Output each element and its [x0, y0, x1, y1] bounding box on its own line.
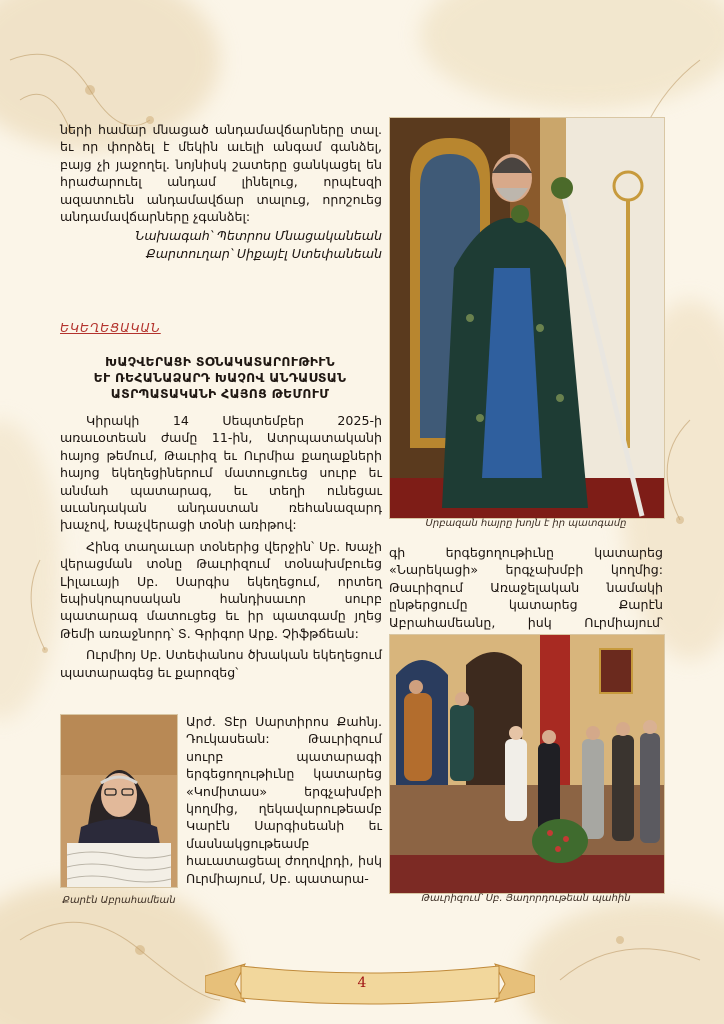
woman-photo-caption: Քարէն Աբրահամեան	[62, 895, 176, 906]
woman-illustration	[61, 715, 177, 887]
article-body-narrow	[186, 713, 382, 887]
article-paragraph: Կիրակի 14 Սեպտեմբեր 2025-ի առաւօտեան ժամը 11-ին, Ատրպատականի հայոց թեմում, Թաւրիզ եւ Ուրմիա քաղաքների հայոց եկեղեցիներում մատուցուեց սուրբ եւ անմահ պատարագ, եւ տեղի ունեցաւ աւանդական անդաստան ռեհանազարդ խաչով, Խաչվերացի տօնի առիթով:	[60, 413, 382, 533]
signature-secretary: Քարտուղար՝ Սիքայէլ Ստեփանեան	[146, 245, 382, 261]
article-paragraph: գի երգեցողութիւնը կատարեց «Նարեկացի» երգչախմբի կողմից: Թաւրիզում Առաջելական նամակի ընթերցումը կատարեց Քարէն Աբրահամեանը, իսկ Ուրմիայում՝	[389, 545, 663, 630]
intro-paragraph: ների համար մնացած անդամավճարները տալ. եւ որ փորձել է մեկին աւելի անգամ գանձել, բայց չի յաջողել. նոյնիսկ շատերը ցանկացել են հրաժարուել անդամ լինելուց, որպէսզի ազատուեն անդամավճար տալուց, որոշուեց անդամավճարները չգանձել:	[60, 122, 382, 225]
headline-line: ԵՒ ՌԵՀԱՆԱՁԱՐԴ ԽԱՉՈՎ ԱՆԴԱՍՏԱՆ	[93, 370, 347, 385]
section-label: ԵԿԵՂԵՑԱԿԱՆ	[60, 320, 161, 335]
intro-text	[60, 121, 382, 262]
priest-photo-caption: Սրբազան հայրը խոյն է իր պատգամը	[425, 518, 627, 529]
priest-illustration	[390, 118, 664, 518]
church-photo-caption: Թաւրիզում՝ Սբ. Յաղորդութեան պահին	[421, 893, 631, 904]
article-paragraph: Արժ. Տէր Սարտիրոս Քահնյ. Դուկասեան: Թաւրիզում սուրբ պատարագի երգեցողութիւնը կատարեց «Կոմիտաս» երգչախմբի կողմից, ղեկավարութեամբ Կարէն Սարգիսեանի եւ մասնակցութեամբ հաւատացեալ ժողովրդի, իսկ Ուրմիայում, Սբ. պատարա-	[186, 714, 382, 886]
woman-photo	[60, 714, 178, 888]
article-paragraph: Հինգ տաղաւար տօներից վերջին՝ Սբ. Խաչի վերացման տօնը Թաւրիզում տօնախմբուեց Լիլաւայի Սբ. Սարգիս եկեղեցում, որտեղ եպիսկոպոսական հանդիսաւոր սուրբ պատարագ մատուցեց եւ իր պատգամը յղեց Թեմի առաջնորդ՝ Տ. Գրիգոր Արք. Չիֆթճեան:	[60, 538, 382, 641]
headline-line: ԱՏՐՊԱՏԱԿԱՆԻ ՀԱՅՈՑ ԹԵՄՈՒՄ	[110, 386, 330, 401]
church-photo	[389, 634, 665, 894]
article-headline	[60, 354, 380, 402]
headline-line: ԽԱՉՎԵՐԱՑԻ ՏՕՆԱԿԱՏԱՐՈՒԹԻՒՆ	[105, 354, 335, 369]
article-body-right	[389, 544, 663, 648]
article-paragraph: Ուրմիոյ Սբ. Ստեփանոս ծխական եկեղեցում պատարագեց եւ քարոզեց՝	[60, 647, 382, 680]
article-body-left	[60, 412, 382, 681]
priest-photo	[389, 117, 665, 519]
church-illustration	[390, 635, 664, 893]
signature-chairman: Նախագահ՝ Պետրոս Մնացականեան	[135, 228, 382, 244]
page-number: 4	[357, 975, 367, 991]
